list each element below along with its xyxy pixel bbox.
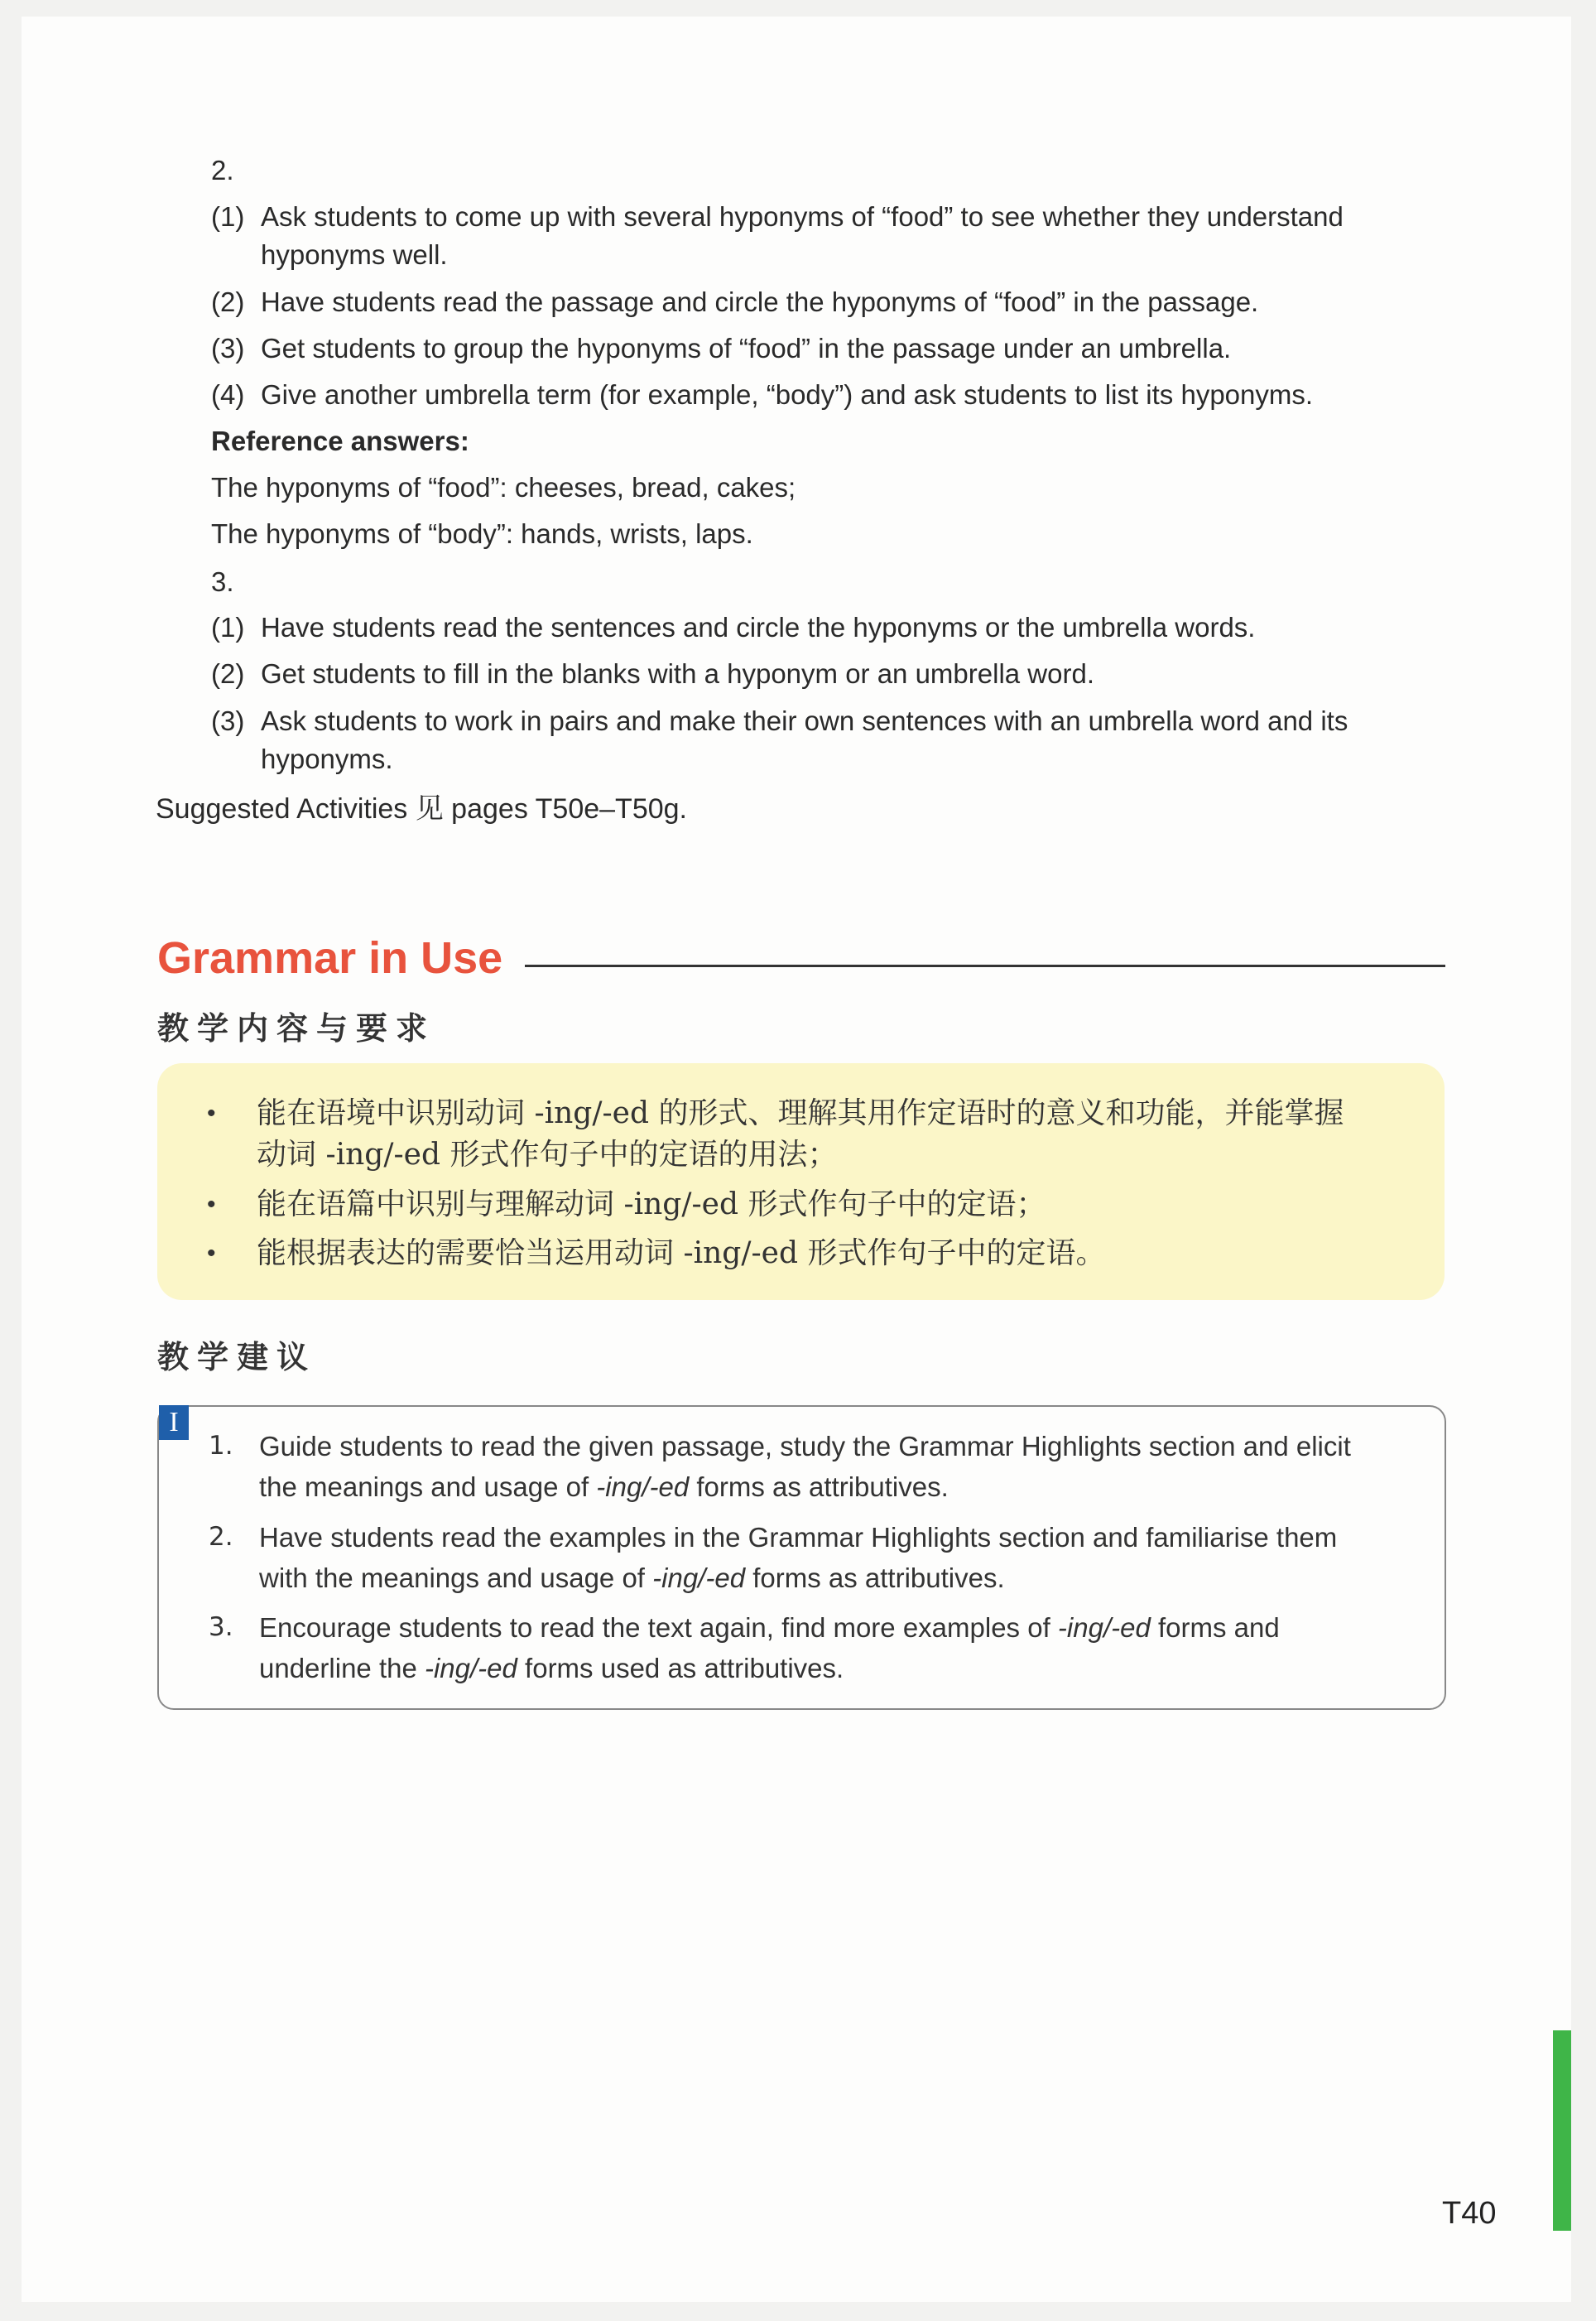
reference-answer: The hyponyms of “body”: hands, wrists, laps. — [211, 518, 753, 549]
bullet-icon: • — [207, 1100, 216, 1127]
suggestion-number: 3. — [209, 1612, 233, 1642]
requirement-item: 动词 -ing/-ed 形式作句子中的定语的用法； — [257, 1138, 838, 1172]
italic-run: -ing/-ed — [596, 1471, 690, 1502]
step-text: Have students read the sentences and circle the hyponyms or the umbrella words. — [261, 612, 1256, 643]
text-run: forms as attributives. — [689, 1471, 949, 1502]
text-run: Encourage students to read the text again, find more examples of — [259, 1612, 1058, 1643]
requirements-box — [157, 1063, 1445, 1300]
suggestion-text — [259, 1648, 844, 1688]
green-edge-tab — [1553, 2030, 1571, 2231]
section-3-number: 3. — [211, 566, 234, 597]
suggestion-text: Have students read the examples in the Grammar Highlights section and familiarise them — [259, 1522, 1338, 1553]
step-text: hyponyms well. — [261, 239, 448, 270]
suggestion-number: 2. — [209, 1522, 233, 1552]
requirement-item: 能在语境中识别动词 -ing/-ed 的形式、理解其用作定语时的意义和功能，并能掌握 — [257, 1096, 1344, 1130]
suggestion-text — [259, 1466, 949, 1507]
suggested-activities: Suggested Activities 见 pages T50e–T50g. — [156, 793, 687, 825]
step-number: (2) — [211, 287, 245, 317]
section-2-number: 2. — [211, 155, 234, 185]
suggestion-text — [259, 1607, 1280, 1648]
requirements-heading: 教学内容与要求 — [157, 1010, 436, 1047]
step-text: Ask students to come up with several hyponyms of “food” to see whether they understand — [261, 201, 1344, 232]
heading-rule — [525, 965, 1445, 967]
text-run: underline the — [259, 1653, 425, 1683]
bullet-icon: • — [207, 1240, 216, 1267]
text-run: with the meanings and usage of — [259, 1563, 653, 1593]
text-run: forms and — [1150, 1612, 1280, 1643]
text-run: the meanings and usage of — [259, 1471, 597, 1502]
section-i-tag: I — [159, 1405, 189, 1440]
text-run: forms as attributives. — [745, 1563, 1005, 1593]
step-number: (3) — [211, 333, 245, 364]
step-text: Give another umbrella term (for example, “body”) and ask students to list its hyponyms. — [261, 379, 1314, 410]
step-number: (4) — [211, 379, 245, 410]
step-text: Get students to fill in the blanks with a hyponym or an umbrella word. — [261, 658, 1094, 689]
requirement-item: 能根据表达的需要恰当运用动词 -ing/-ed 形式作句子中的定语。 — [257, 1236, 1106, 1270]
italic-run: -ing/-ed — [424, 1653, 517, 1683]
step-text: hyponyms. — [261, 744, 393, 774]
text-run: forms used as attributives. — [517, 1653, 844, 1683]
italic-run: -ing/-ed — [652, 1563, 746, 1593]
suggestions-heading: 教学建议 — [157, 1339, 317, 1375]
grammar-in-use-heading: Grammar in Use — [157, 933, 503, 983]
step-number: (1) — [211, 201, 245, 232]
suggestion-text: Guide students to read the given passage, study the Grammar Highlights section and elicit — [259, 1431, 1351, 1461]
step-number: (3) — [211, 705, 245, 736]
step-number: (2) — [211, 658, 245, 689]
reference-answer: The hyponyms of “food”: cheeses, bread, cakes; — [211, 472, 796, 503]
suggestion-number: 1. — [209, 1431, 233, 1461]
suggestion-text — [259, 1558, 1005, 1598]
italic-run: -ing/-ed — [1057, 1612, 1151, 1643]
requirement-item: 能在语篇中识别与理解动词 -ing/-ed 形式作句子中的定语； — [257, 1187, 1046, 1221]
page-number: T40 — [1442, 2196, 1497, 2231]
step-number: (1) — [211, 612, 245, 643]
step-text: Get students to group the hyponyms of “food” in the passage under an umbrella. — [261, 333, 1232, 364]
step-text: Ask students to work in pairs and make their own sentences with an umbrella word and its — [261, 705, 1348, 736]
step-text: Have students read the passage and circle the hyponyms of “food” in the passage. — [261, 287, 1259, 317]
bullet-icon: • — [207, 1191, 216, 1218]
reference-answers-label: Reference answers: — [211, 426, 469, 456]
